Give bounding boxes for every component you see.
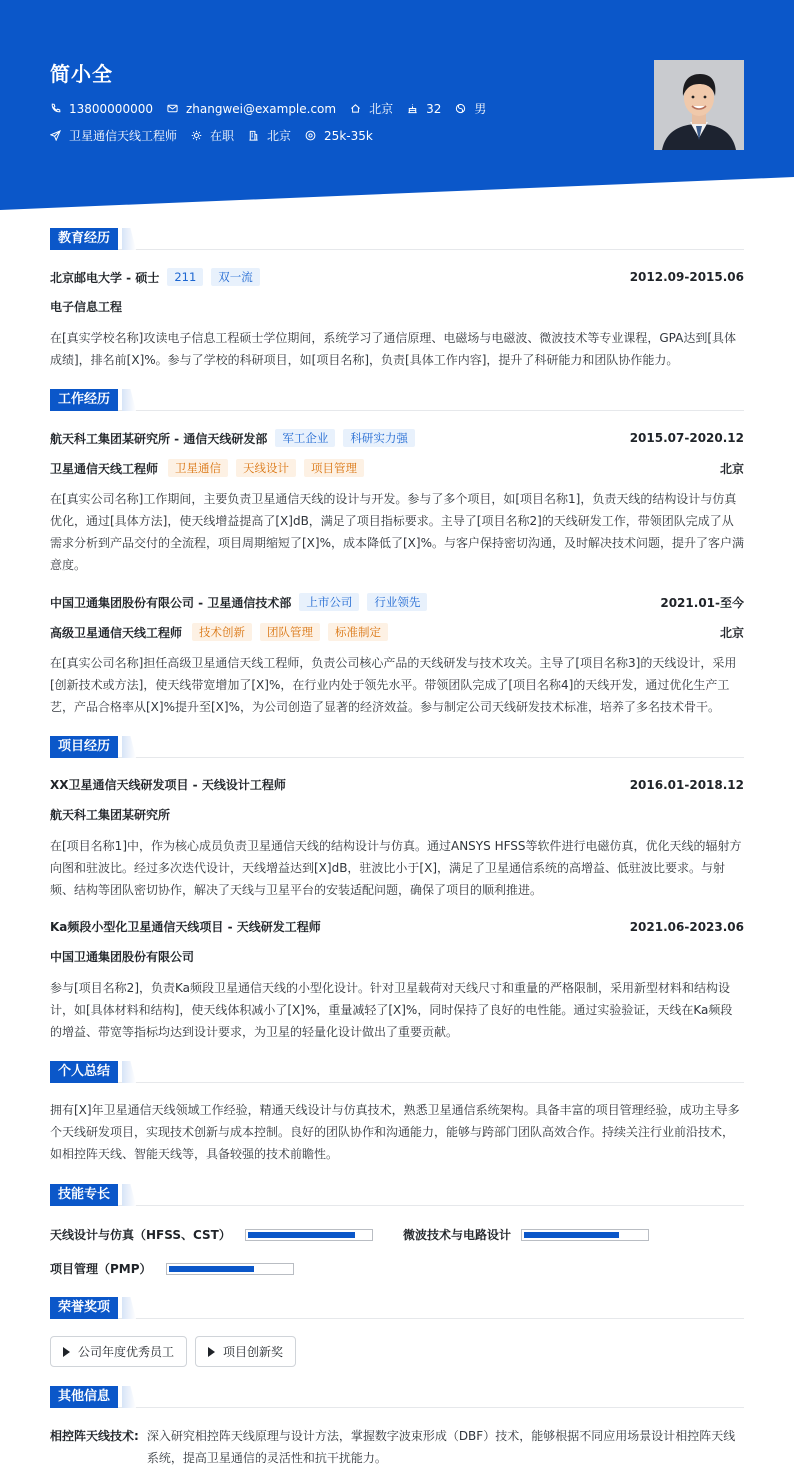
project-title: XX卫星通信天线研发项目 - 天线设计工程师 [50, 778, 286, 792]
work-description: 在[真实公司名称]工作期间，主要负责卫星通信天线的设计与开发。参与了多个项目，如[项目名称1]，负责天线的结构设计与仿真优化，通过[具体方法]，使天线增益提高了[X]dB，满足了项目指标要求。主导了[项目名称2]的天线研发工作，带领团队完成了从需求分析到产品交付的全流程，项目周期缩短了[X]%，成本降低了[X]%。与客户保持密切沟通，及时解决技术问题，提升了客户满意度。 [50, 492, 744, 572]
skill-tag: 项目管理 [304, 459, 364, 477]
gender-text: 男 [474, 102, 487, 116]
gender-icon [455, 103, 466, 114]
work-location: 北京 [719, 461, 744, 476]
work-role-row [50, 459, 744, 477]
section-title-education: 教育经历 [50, 228, 118, 250]
mail-icon [167, 103, 178, 114]
award-name: 公司年度优秀员工 [78, 1345, 175, 1359]
position-item [50, 127, 177, 144]
status-icon [191, 130, 202, 141]
section-title-other: 其他信息 [50, 1386, 118, 1408]
skill-name: 天线设计与仿真（HFSS、CST） [50, 1228, 231, 1242]
section-title-awards: 荣誉奖项 [50, 1297, 118, 1319]
major-name: 电子信息工程 [50, 300, 123, 314]
education-description: 在[真实学校名称]攻读电子信息工程硕士学位期间，系统学习了通信原理、电磁场与电磁波、微波技术等专业课程，GPA达到[具体成绩]，排名前[X]%。参与了学校的科研项目，如[项目名称]，负责[具体工作内容]，提升了科研能力和团队协作能力。 [50, 331, 737, 367]
status-text: 在职 [210, 129, 235, 143]
city-item [248, 127, 291, 144]
salary-text: 25k-35k [324, 128, 373, 143]
section-title-work: 工作经历 [50, 389, 118, 411]
work-entry-header [50, 429, 744, 447]
skill-level-bar [521, 1229, 649, 1241]
project-period: 2016.01-2018.12 [629, 777, 744, 792]
age-item [407, 102, 441, 116]
building-icon [248, 130, 259, 141]
other-info-text: 深入研究相控阵天线原理与设计方法，掌握数字波束形成（DBF）技术，能够根据不同应用场景设计相控阵天线系统，提高卫星通信的灵活性和抗干扰能力。 [146, 1429, 736, 1465]
project-description: 在[项目名称1]中，作为核心成员负责卫星通信天线的结构设计与仿真。通过ANSYS HFSS等软件进行电磁仿真，优化天线的辐射方向图和驻波比。经过多次迭代设计，天线增益达到[X]dB，驻波比小于[X]，满足了卫星通信系统的高增益、低驻波比要求。与射频、结构等团队密切协作，解决了天线与卫星平台的安装适配问题，确保了项目的顺利推进。 [50, 839, 742, 897]
section-summary-header [50, 1061, 744, 1083]
project-entry-header [50, 918, 744, 935]
skill-item [50, 1226, 373, 1243]
tag-badge: 科研实力强 [343, 429, 415, 447]
hometown-text: 北京 [369, 102, 394, 116]
skill-name: 项目管理（PMP） [50, 1262, 152, 1276]
project-entry-header [50, 776, 744, 793]
skill-level-bar [245, 1229, 373, 1241]
avatar-photo [654, 60, 744, 150]
salary-item [305, 129, 373, 143]
award-chip [50, 1336, 187, 1367]
other-info-label: 相控阵天线技术: [50, 1429, 139, 1443]
hometown-item [350, 100, 393, 117]
work-role-row [50, 623, 744, 641]
skill-level-bar [166, 1263, 294, 1275]
phone-item [50, 102, 153, 116]
send-icon [50, 130, 61, 141]
role-title: 高级卫星通信天线工程师 [50, 625, 183, 640]
skill-level-fill [169, 1266, 254, 1272]
cake-icon [407, 103, 418, 114]
position-text: 卫星通信天线工程师 [69, 129, 178, 143]
tag-badge: 211 [167, 268, 203, 286]
candidate-name: 简小全 [50, 62, 113, 86]
school-name: 北京邮电大学 - 硕士 [50, 270, 160, 285]
tag-badge: 行业领先 [367, 593, 427, 611]
city-text: 北京 [267, 129, 292, 143]
section-work-header [50, 389, 744, 411]
skill-level-fill [248, 1232, 355, 1238]
age-text: 32 [426, 101, 442, 116]
skill-tag: 技术创新 [192, 623, 252, 641]
section-other-header [50, 1386, 744, 1408]
home-icon [350, 103, 361, 114]
other-info-item [50, 1425, 744, 1469]
skill-name: 微波技术与电路设计 [403, 1228, 512, 1242]
email-text: zhangwei@example.com [185, 101, 337, 116]
section-skills-header [50, 1184, 744, 1206]
project-org: 中国卫通集团股份有限公司 [50, 950, 195, 964]
section-title-projects: 项目经历 [50, 736, 118, 758]
company-name: 航天科工集团某研究所 - 通信天线研发部 [50, 431, 268, 446]
summary-text: 拥有[X]年卫星通信天线领域工作经验，精通天线设计与仿真技术，熟悉卫星通信系统架构。具备丰富的项目管理经验，成功主导多个天线研发项目，实现技术创新与成本控制。良好的团队协作和沟通能力，能够与跨部门团队高效合作。持续关注行业前沿技术，如相控阵天线、智能天线等，具备较强的技术前瞻性。 [50, 1103, 740, 1161]
phone-icon [50, 103, 61, 114]
job-intent-row [50, 127, 387, 144]
work-period: 2015.07-2020.12 [629, 431, 744, 445]
section-education-header [50, 228, 744, 250]
project-title: Ka频段小型化卫星通信天线项目 - 天线研发工程师 [50, 920, 321, 934]
skill-item [403, 1226, 649, 1243]
play-icon [63, 1347, 70, 1357]
email-item [167, 102, 336, 116]
skill-tag: 标准制定 [328, 623, 388, 641]
section-projects-header [50, 736, 744, 758]
salary-icon [305, 130, 316, 141]
phone-text: 13800000000 [69, 101, 153, 116]
status-item [191, 127, 234, 144]
contact-row [50, 100, 500, 117]
skill-level-fill [524, 1232, 619, 1238]
tag-badge: 双一流 [211, 268, 260, 286]
tag-badge: 军工企业 [275, 429, 335, 447]
play-icon [208, 1347, 215, 1357]
skill-tag: 天线设计 [236, 459, 296, 477]
project-description: 参与[项目名称2]，负责Ka频段卫星通信天线的小型化设计。针对卫星载荷对天线尺寸和重量的严格限制，采用新型材料和结构设计，如[具体材料和结构]，使天线体积减小了[X]%，重量减轻了[X]%，同时保持了良好的电性能。通过实验验证，天线在Ka频段的增益、带宽等指标均达到设计要求，为卫星的轻量化设计做出了重要贡献。 [50, 981, 733, 1039]
work-description: 在[真实公司名称]担任高级卫星通信天线工程师，负责公司核心产品的天线研发与技术攻关。主导了[项目名称3]的天线设计，采用[创新技术或方法]，使天线带宽增加了[X]%，在行业内处于领先水平。带领团队完成了[项目名称4]的天线开发，通过优化生产工艺，产品合格率从[X]%提升至[X]%，为公司创造了显著的经济效益。参与制定公司天线研发技术标准，培养了多名技术骨干。 [50, 656, 737, 714]
tag-badge: 上市公司 [299, 593, 359, 611]
skill-tag: 卫星通信 [168, 459, 228, 477]
award-name: 项目创新奖 [223, 1345, 284, 1359]
skill-item [50, 1260, 294, 1277]
section-awards-header [50, 1297, 744, 1319]
company-name: 中国卫通集团股份有限公司 - 卫星通信技术部 [50, 595, 292, 610]
project-period: 2021.06-2023.06 [629, 919, 744, 934]
work-period: 2021.01-至今 [660, 595, 744, 610]
gender-item [455, 100, 486, 117]
project-org: 航天科工集团某研究所 [50, 808, 171, 822]
section-title-summary: 个人总结 [50, 1061, 118, 1083]
work-entry-header [50, 593, 744, 611]
skill-tag: 团队管理 [260, 623, 320, 641]
work-location: 北京 [719, 625, 744, 640]
role-title: 卫星通信天线工程师 [50, 461, 159, 476]
section-title-skills: 技能专长 [50, 1184, 118, 1206]
education-entry-header [50, 268, 744, 286]
award-chip [195, 1336, 296, 1367]
education-period: 2012.09-2015.06 [629, 270, 744, 284]
